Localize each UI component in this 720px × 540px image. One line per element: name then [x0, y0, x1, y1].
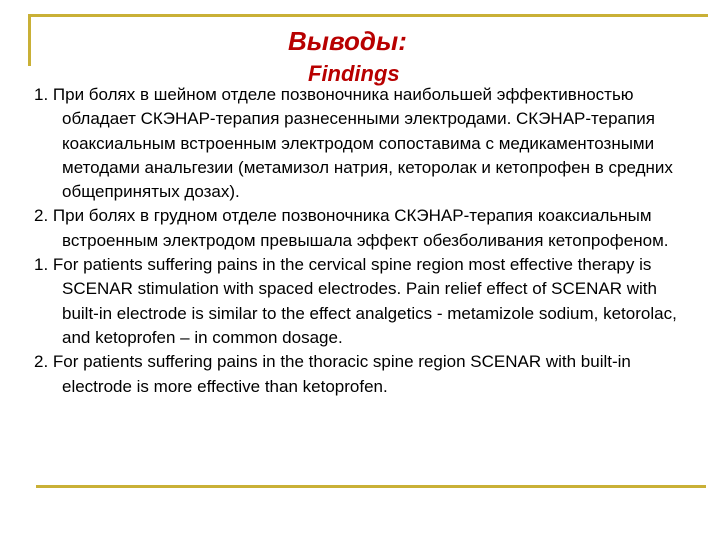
finding-item-en-1: 1. For patients suffering pains in the cervical spine region most effective therapy is SCENAR stimulation with spaced electrodes. Pain relief effect of SCENAR with built-in electrode is similar to the effect analgetics - metamizole sodium, ketorolac, and ketoprofen – in common dosage.: [34, 255, 677, 347]
frame-bottom-line: [36, 485, 706, 488]
frame-left-line: [28, 14, 31, 66]
finding-item-en-2: 2. For patients suffering pains in the thoracic spine region SCENAR with built-in electrode is more effective than ketoprofen.: [34, 352, 631, 396]
findings-list: [34, 83, 684, 399]
slide-title-en: Findings: [308, 61, 400, 86]
finding-item-ru-1: 1. При болях в шейном отделе позвоночника наибольшей эффективностью обладает СКЭНАР-терапия разнесенными электродами. СКЭНАР-терапия коаксиальным встроенным электродом сопоставима с медикаментозными методами анальгезии (метамизол натрия, кеторолак и кетопрофен в средних общепринятых дозах).: [34, 85, 673, 202]
slide-title-ru: Выводы:: [288, 26, 407, 56]
frame-top-line: [28, 14, 708, 17]
finding-item-ru-2: 2. При болях в грудном отделе позвоночника СКЭНАР-терапия коаксиальным встроенным электродом превышала эффект обезболивания кетопрофеном.: [34, 206, 669, 250]
